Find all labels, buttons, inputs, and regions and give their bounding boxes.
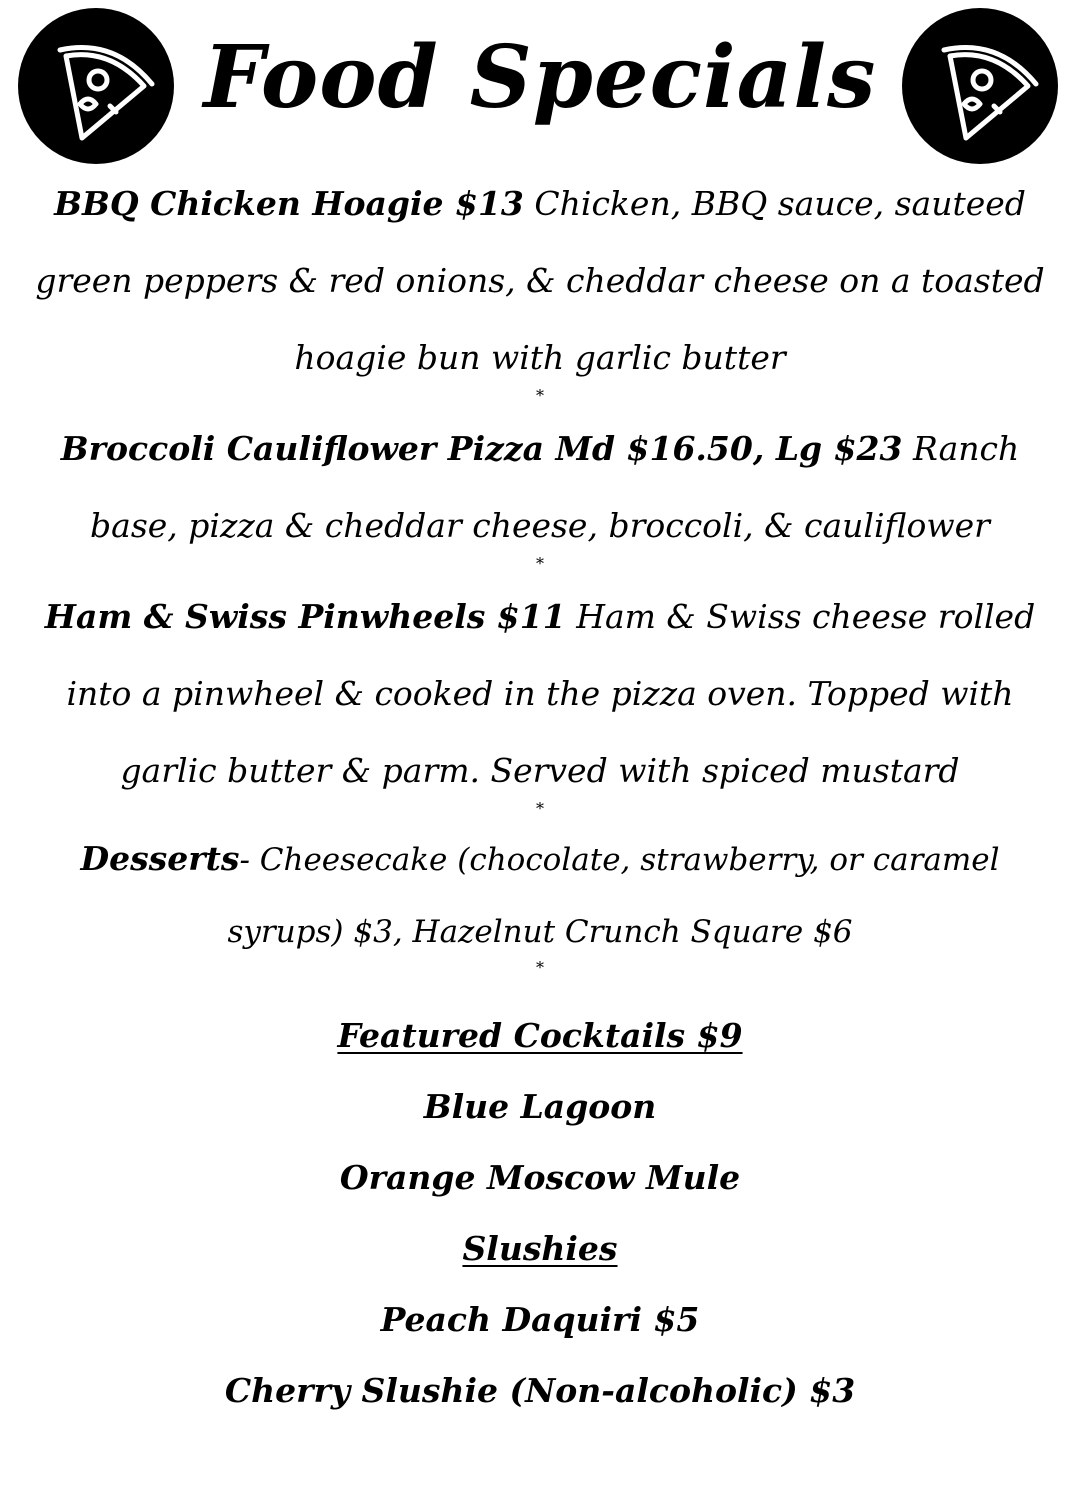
pizza-slice-icon-graphic — [18, 8, 174, 164]
menu-item — [20, 578, 1060, 809]
cocktails-heading: Featured Cocktails $9 — [337, 1016, 743, 1055]
menu-item-description: Chicken, BBQ sauce, sauteed green peppers & red onions, & cheddar cheese on a toasted hoagie bun with garlic butter — [35, 184, 1045, 377]
menu-item-name: Ham & Swiss Pinwheels $11 — [44, 597, 566, 636]
slushies-heading: Slushies — [462, 1229, 618, 1268]
slushie-item: Peach Daquiri $5 — [380, 1300, 700, 1339]
cocktail-item: Blue Lagoon — [423, 1087, 657, 1126]
menu-item-description: Ranch base, pizza & cheddar cheese, broccoli, & cauliflower — [90, 429, 1020, 545]
separator: * — [536, 554, 544, 573]
drinks-section — [20, 1000, 1060, 1426]
menu-item — [20, 410, 1060, 564]
separator: * — [536, 958, 544, 977]
separator: * — [536, 799, 544, 818]
pizza-slice-icon-graphic — [902, 8, 1058, 164]
menu-content — [20, 165, 1060, 1426]
separator: * — [536, 386, 544, 405]
desserts-name: Desserts — [80, 839, 240, 878]
pizza-slice-icon — [18, 8, 174, 164]
cocktail-item: Orange Moscow Mule — [339, 1158, 741, 1197]
pizza-slice-icon — [902, 8, 1058, 164]
desserts-description: Cheesecake (chocolate, strawberry, or caramel syrups) $3, Hazelnut Crunch Square $6 — [227, 842, 1000, 950]
menu-item — [20, 165, 1060, 396]
page-title: Food Specials — [203, 27, 877, 128]
menu-item-name: Broccoli Cauliflower Pizza Md $16.50, Lg $23 — [60, 429, 903, 468]
desserts-dash: - — [239, 842, 250, 878]
menu-item-description: Ham & Swiss cheese rolled into a pinwheel & cooked in the pizza oven. Topped with garlic butter & parm. Served with spiced mustard — [66, 597, 1036, 790]
menu-item-name: BBQ Chicken Hoagie $13 — [54, 184, 524, 223]
menu-header — [0, 0, 1080, 170]
desserts-item — [20, 823, 1060, 968]
slushie-item: Cherry Slushie (Non-alcoholic) $3 — [224, 1371, 856, 1410]
